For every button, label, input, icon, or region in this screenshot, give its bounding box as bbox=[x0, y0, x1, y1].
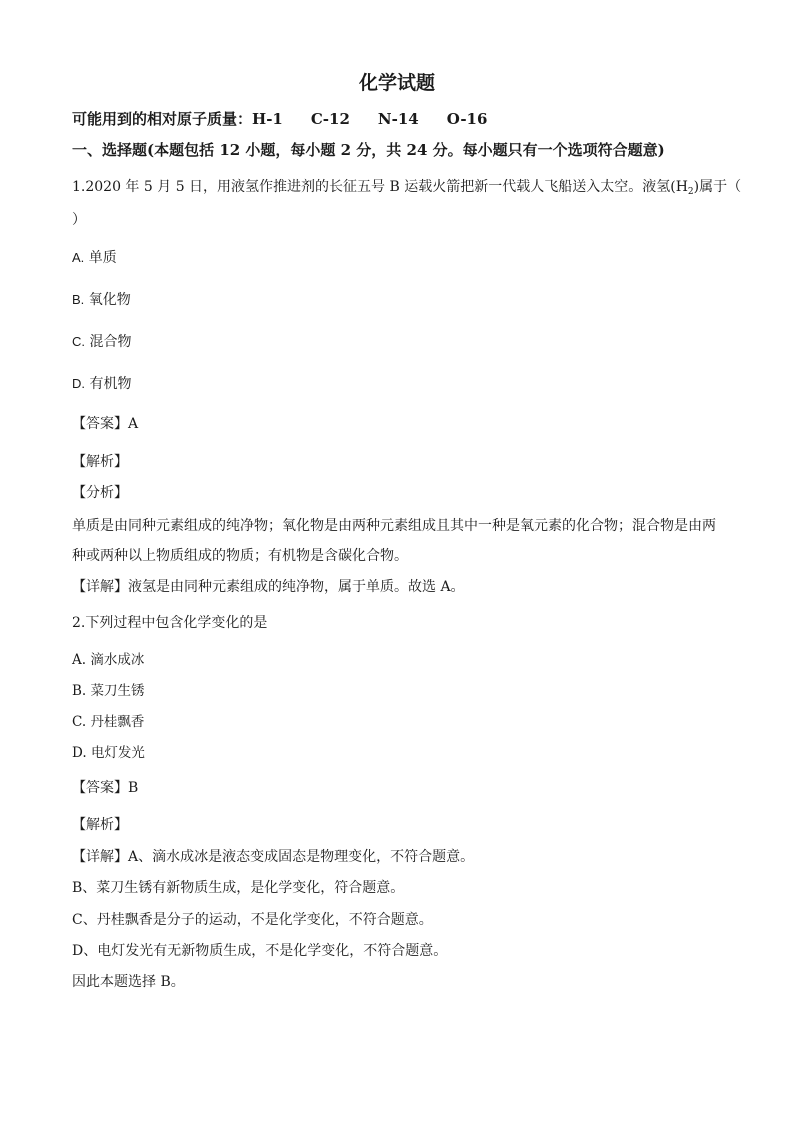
q2-conclusion: 因此本题选择 B。 bbox=[72, 974, 185, 990]
q2-option-c bbox=[72, 712, 144, 732]
q2-answer bbox=[72, 778, 138, 798]
q2-option-c-text: 丹桂飘香 bbox=[90, 714, 145, 730]
q2-option-a-text: 滴水成冰 bbox=[90, 652, 145, 668]
q2-option-c-letter: C. bbox=[72, 714, 87, 730]
q2-stem: 2.下列过程中包含化学变化的是 bbox=[72, 615, 268, 631]
q2-option-d bbox=[72, 743, 145, 763]
q2-detail-tag: 【详解】 bbox=[72, 849, 128, 865]
q1-stem-text: 1.2020 年 5 月 5 日，用液氢作推进剂的长征五号 B 运载火箭把新一代载人飞船送入太空。液氢(H bbox=[72, 179, 688, 195]
section-heading: 一、选择题(本题包括 12 小题，每小题 2 分，共 24 分。每小题只有一个选项符合题意) bbox=[72, 141, 665, 159]
q1-option-a-text: 单质 bbox=[88, 250, 117, 266]
q1-option-d-letter: D. bbox=[72, 376, 85, 391]
q1-stem-close: ） bbox=[72, 212, 86, 228]
q2-detail-a bbox=[72, 847, 474, 867]
atomic-mass-n: N-14 bbox=[377, 110, 419, 128]
q1-fenxi-tag: 【分析】 bbox=[72, 485, 128, 501]
q1-answer-tag: 【答案】 bbox=[72, 416, 128, 432]
q1-answer-value: A bbox=[128, 416, 139, 432]
q2-option-a-letter: A. bbox=[72, 652, 87, 668]
q1-stem-subscript: 2 bbox=[687, 187, 694, 197]
q1-detail bbox=[72, 577, 465, 597]
q1-option-b-letter: B. bbox=[72, 292, 85, 307]
atomic-mass-o: O-16 bbox=[446, 110, 488, 128]
q1-option-d-text: 有机物 bbox=[89, 376, 132, 392]
q2-option-b-text: 菜刀生锈 bbox=[90, 683, 145, 699]
page-title: 化学试题 bbox=[358, 72, 435, 94]
atomic-mass-h: H-1 bbox=[252, 110, 283, 128]
q2-option-d-text: 电灯发光 bbox=[90, 745, 145, 761]
q1-fenxi-line-2: 种或两种以上物质组成的物质；有机物是含碳化合物。 bbox=[72, 548, 408, 564]
q2-option-a bbox=[72, 650, 144, 670]
q2-detail-c: C、丹桂飘香是分子的运动，不是化学变化，不符合题意。 bbox=[72, 912, 433, 928]
q1-option-b bbox=[72, 290, 131, 310]
q1-option-a bbox=[72, 248, 117, 268]
q1-detail-text: 液氢是由同种元素组成的纯净物，属于单质。故选 A。 bbox=[128, 579, 465, 595]
q1-analysis-tag: 【解析】 bbox=[72, 454, 128, 470]
q1-option-d bbox=[72, 374, 131, 394]
q1-option-c bbox=[72, 332, 131, 352]
atomic-mass-c: C-12 bbox=[310, 110, 350, 128]
q2-option-b-letter: B. bbox=[72, 683, 87, 699]
q2-analysis-tag: 【解析】 bbox=[72, 817, 128, 833]
q2-detail-a-text: A、滴水成冰是液态变成固态是物理变化，不符合题意。 bbox=[128, 849, 475, 865]
q1-stem bbox=[72, 177, 741, 202]
q2-answer-tag: 【答案】 bbox=[72, 780, 128, 796]
q2-option-b bbox=[72, 681, 145, 701]
q1-detail-tag: 【详解】 bbox=[72, 579, 128, 595]
q2-option-d-letter: D. bbox=[72, 745, 87, 761]
q1-option-a-letter: A. bbox=[72, 250, 85, 265]
q2-answer-value: B bbox=[128, 780, 139, 796]
q1-stem-tail: )属于（ bbox=[693, 179, 742, 195]
atomic-mass-line bbox=[72, 109, 487, 129]
q2-detail-d: D、电灯发光有无新物质生成，不是化学变化，不符合题意。 bbox=[72, 943, 448, 959]
q1-option-c-letter: C. bbox=[72, 334, 85, 349]
q1-option-b-text: 氧化物 bbox=[88, 292, 131, 308]
q1-answer bbox=[72, 414, 138, 434]
q2-detail-b: B、菜刀生锈有新物质生成，是化学变化，符合题意。 bbox=[72, 880, 405, 896]
q1-fenxi-line-1: 单质是由同种元素组成的纯净物；氧化物是由两种元素组成且其中一种是氧元素的化合物；混合物是由两 bbox=[72, 518, 716, 534]
q1-option-c-text: 混合物 bbox=[89, 334, 132, 350]
atomic-mass-label: 可能用到的相对原子质量： bbox=[72, 110, 253, 128]
